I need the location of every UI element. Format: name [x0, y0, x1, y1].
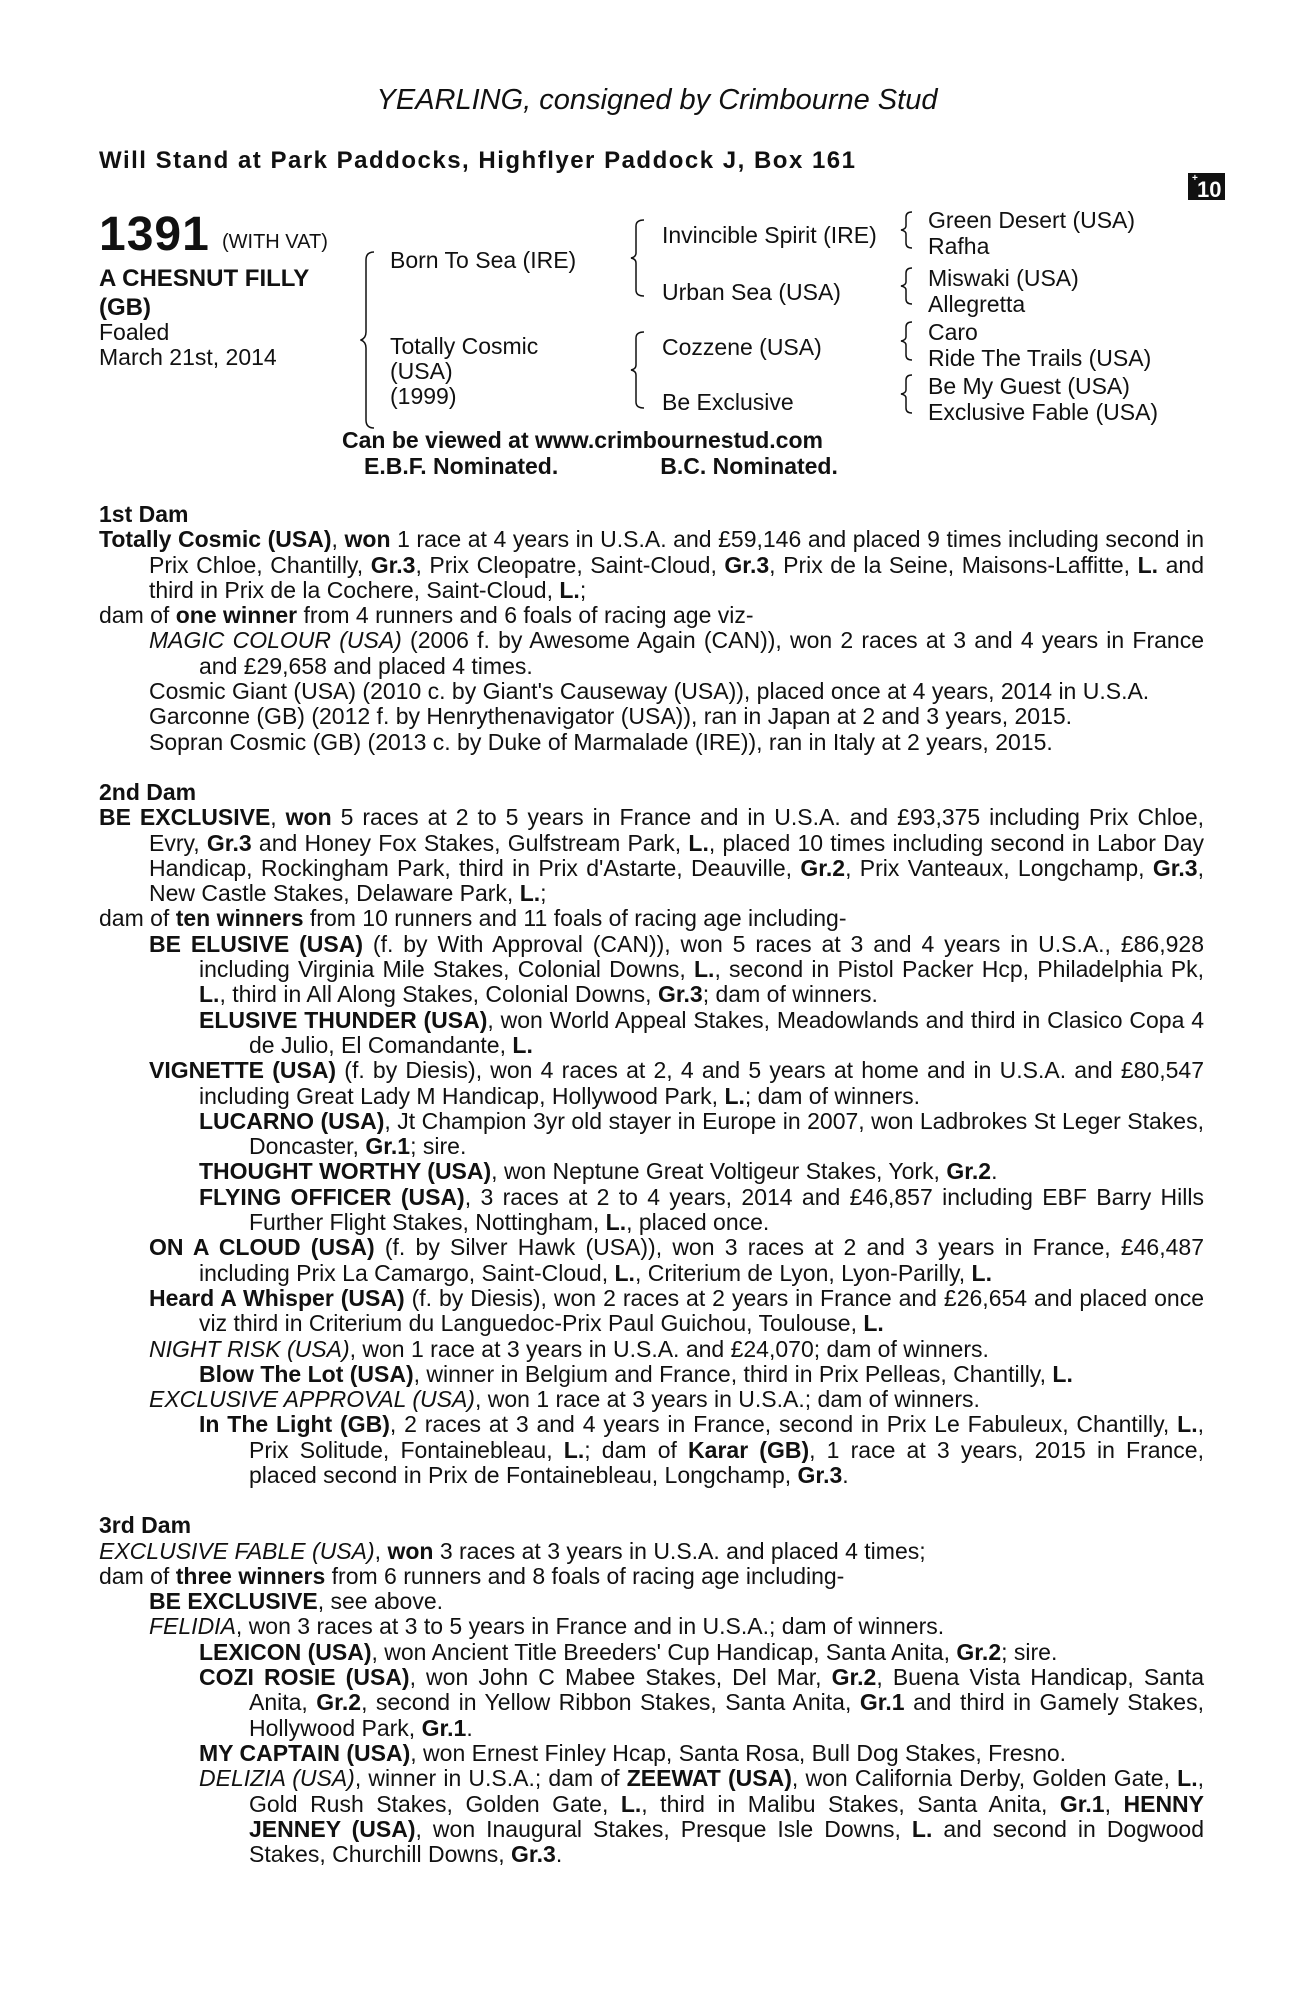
- pedigree-dam: [390, 334, 538, 409]
- produce-item: ON A CLOUD (USA) (f. by Silver Hawk (USA)), won 3 races at 2 and 3 years in France, £46,487 including Prix La Camargo, Saint-Cloud, L., Criterium de Lyon, Lyon-Parilly, L.: [149, 1234, 1204, 1286]
- horse-sex-colour: A CHESNUT FILLY: [99, 265, 310, 292]
- pedigree-brace-sire: [630, 218, 646, 298]
- horse-description: [99, 264, 369, 322]
- produce-item: Sopran Cosmic (GB) (2013 c. by Duke of Marmalade (IRE)), ran in Italy at 2 years, 2015.: [149, 728, 1053, 755]
- pedigree-dam-year: (1999): [390, 383, 457, 409]
- stand-location: Will Stand at Park Paddocks, Highflyer Paddock J, Box 161: [99, 147, 857, 174]
- produce-item: Heard A Whisper (USA) (f. by Diesis), won 2 races at 2 years in France and £26,654 and placed once viz third in Criterium du Languedoc-Prix Paul Guichou, Toulouse, L.: [149, 1284, 1204, 1337]
- first-dam-heading: 1st Dam: [99, 501, 189, 527]
- badge-icon: [1188, 173, 1225, 200]
- pedigree-dam-dam: Be Exclusive: [662, 389, 794, 415]
- viewing-info: [342, 427, 838, 479]
- produce-item: ELUSIVE THUNDER (USA), won World Appeal Stakes, Meadowlands and third in Clasico Copa 4 de Julio, El Comandante, L.: [199, 1006, 1204, 1058]
- pedigree-ddd: Exclusive Fable (USA): [928, 399, 1159, 425]
- third-dam-heading: 3rd Dam: [99, 1512, 192, 1539]
- pedigree-brace-main: [360, 250, 376, 430]
- produce-item: MAGIC COLOUR (USA) (2006 f. by Awesome Again (CAN)), won 2 races at 3 and 4 years in France and £29,658 and placed 4 times.: [149, 627, 1204, 679]
- produce-item: VIGNETTE (USA) (f. by Diesis), won 4 races at 2, 4 and 5 years at home and in U.S.A. and £80,547 including Great Lady M Handicap, Hollywood Park, L.; dam of winners.: [149, 1057, 1204, 1109]
- pedigree-sdd: Allegretta: [928, 291, 1026, 317]
- bc-nominated: B.C. Nominated.: [660, 453, 838, 479]
- second-dam-record: BE EXCLUSIVE, won 5 races at 2 to 5 years in France and in U.S.A. and £93,375 including Prix Chloe, Evry, Gr.3 and Honey Fox Stakes, Gulfstream Park, L., placed 10 times including second in Labor Day Handicap, Rockingham Park, third in Prix d'Astarte, Deauville, Gr.2, Prix Vanteaux, Longchamp, Gr.3, New Castle Stakes, Delaware Park, L.;: [99, 804, 1204, 907]
- foaled-info: [99, 320, 277, 370]
- produce-item: FELIDIA, won 3 races at 3 to 5 years in France and in U.S.A.; dam of winners.: [149, 1613, 945, 1640]
- horse-country: (GB): [99, 294, 151, 321]
- produce-item: NIGHT RISK (USA), won 1 race at 3 years in U.S.A. and £24,070; dam of winners.: [149, 1335, 989, 1362]
- ebf-nominated: E.B.F. Nominated.: [364, 453, 559, 479]
- produce-item: In The Light (GB), 2 races at 3 and 4 years in France, second in Prix Le Fabuleux, Chantilly, L., Prix Solitude, Fontainebleau, L.; dam of Karar (GB), 1 race at 3 years, 2015 in France, placed second in Prix de Fontainebleau, Longchamp, Gr.3.: [199, 1411, 1205, 1488]
- third-dam-summary: dam of three winners from 6 runners and 8 foals of racing age including-: [99, 1562, 845, 1589]
- pedigree-sire-sire: Invincible Spirit (IRE): [662, 222, 877, 248]
- vat-note: (WITH VAT): [222, 231, 328, 253]
- produce-item: EXCLUSIVE APPROVAL (USA), won 1 race at 3 years in U.S.A.; dam of winners.: [149, 1386, 980, 1413]
- pedigree-brace-sd: [900, 266, 914, 306]
- produce-item: MY CAPTAIN (USA), won Ernest Finley Hcap, Santa Rosa, Bull Dog Stakes, Fresno.: [199, 1739, 1067, 1766]
- third-dam-record: EXCLUSIVE FABLE (USA), won 3 races at 3 years in U.S.A. and placed 4 times;: [99, 1537, 926, 1564]
- produce-item: BE ELUSIVE (USA) (f. by With Approval (CAN)), won 5 races at 3 and 4 years in U.S.A., £86,928 including Virginia Mile Stakes, Colonial Downs, L., second in Pistol Packer Hcp, Philadelphia Pk, L., third in All Along Stakes, Colonial Downs, Gr.3; dam of winners.: [149, 930, 1204, 1008]
- produce-item: LUCARNO (USA), Jt Champion 3yr old stayer in Europe in 2007, won Ladbrokes St Leger Stakes, Doncaster, Gr.1; sire.: [199, 1107, 1204, 1160]
- pedigree-sire-dam: Urban Sea (USA): [662, 279, 841, 305]
- pedigree-dam-name: Totally Cosmic: [390, 333, 539, 359]
- foaled-date: March 21st, 2014: [99, 344, 277, 370]
- svg-text:10: 10: [1197, 177, 1222, 200]
- second-dam-summary: dam of ten winners from 10 runners and 11 foals of racing age including-: [99, 905, 847, 932]
- produce-record: [99, 502, 1204, 1867]
- produce-item: Garconne (GB) (2012 f. by Henrythenavigator (USA)), ran in Japan at 2 and 3 years, 2015.: [149, 703, 1073, 730]
- pedigree-sds: Miswaki (USA): [928, 265, 1079, 291]
- pedigree-brace-ds: [900, 320, 914, 362]
- produce-item: DELIZIA (USA), winner in U.S.A.; dam of ZEEWAT (USA), won California Derby, Golden Gate, L., Gold Rush Stakes, Golden Gate, L., third in Malibu Stakes, Santa Anita, Gr.1, HENNY JENNEY (USA), won Inaugural Stakes, Presque Isle Downs, L. and second in Dogwood Stakes, Churchill Downs, Gr.3.: [199, 1765, 1205, 1868]
- produce-item: THOUGHT WORTHY (USA), won Neptune Great Voltigeur Stakes, York, Gr.2.: [199, 1158, 998, 1185]
- first-dam-summary: dam of one winner from 4 runners and 6 foals of racing age viz-: [99, 602, 754, 629]
- second-dam-heading: 2nd Dam: [99, 778, 197, 805]
- nominations: [342, 453, 838, 479]
- pedigree-brace-dd: [900, 373, 914, 415]
- pedigree-brace-ss: [900, 210, 914, 250]
- produce-item: BE EXCLUSIVE, see above.: [149, 1588, 444, 1615]
- pedigree-brace-dam: [630, 330, 646, 410]
- produce-item: Cosmic Giant (USA) (2010 c. by Giant's Causeway (USA)), placed once at 4 years, 2014 in U.S.A.: [149, 678, 1150, 705]
- produce-item: LEXICON (USA), won Ancient Title Breeders' Cup Handicap, Santa Anita, Gr.2; sire.: [199, 1638, 1058, 1665]
- pedigree-dam-country: (USA): [390, 358, 453, 384]
- pedigree-ssd: Rafha: [928, 233, 990, 259]
- pedigree-dam-sire: Cozzene (USA): [662, 334, 822, 360]
- viewing-website: Can be viewed at www.crimbournestud.com: [342, 427, 823, 453]
- pedigree-dds: Be My Guest (USA): [928, 373, 1130, 399]
- pedigree-dsd: Ride The Trails (USA): [928, 345, 1152, 371]
- foaled-label: Foaled: [99, 319, 170, 345]
- pedigree-dss: Caro: [928, 319, 978, 345]
- svg-text:+: +: [1192, 173, 1198, 184]
- produce-item: FLYING OFFICER (USA), 3 races at 2 to 4 years, 2014 and £46,857 including EBF Barry Hills Further Flight Stakes, Nottingham, L., placed once.: [199, 1183, 1204, 1236]
- page-title: YEARLING, consigned by Crimbourne Stud: [376, 84, 938, 116]
- produce-item: Blow The Lot (USA), winner in Belgium and France, third in Prix Pelleas, Chantilly, L.: [199, 1360, 1073, 1387]
- pedigree-sss: Green Desert (USA): [928, 207, 1136, 233]
- lot-number: 1391: [99, 208, 210, 261]
- produce-item: COZI ROSIE (USA), won John C Mabee Stakes, Del Mar, Gr.2, Buena Vista Handicap, Santa Anita, Gr.2, second in Yellow Ribbon Stakes, Santa Anita, Gr.1 and third in Gamely Stakes, Hollywood Park, Gr.1.: [199, 1664, 1204, 1741]
- pedigree-sire: Born To Sea (IRE): [390, 247, 577, 273]
- first-dam-record: Totally Cosmic (USA), won 1 race at 4 years in U.S.A. and £59,146 and placed 9 times including second in Prix Chloe, Chantilly, Gr.3, Prix Cleopatre, Saint-Cloud, Gr.3, Prix de la Seine, Maisons-Laffitte, L. and third in Prix de la Cochere, Saint-Cloud, L.;: [99, 526, 1205, 603]
